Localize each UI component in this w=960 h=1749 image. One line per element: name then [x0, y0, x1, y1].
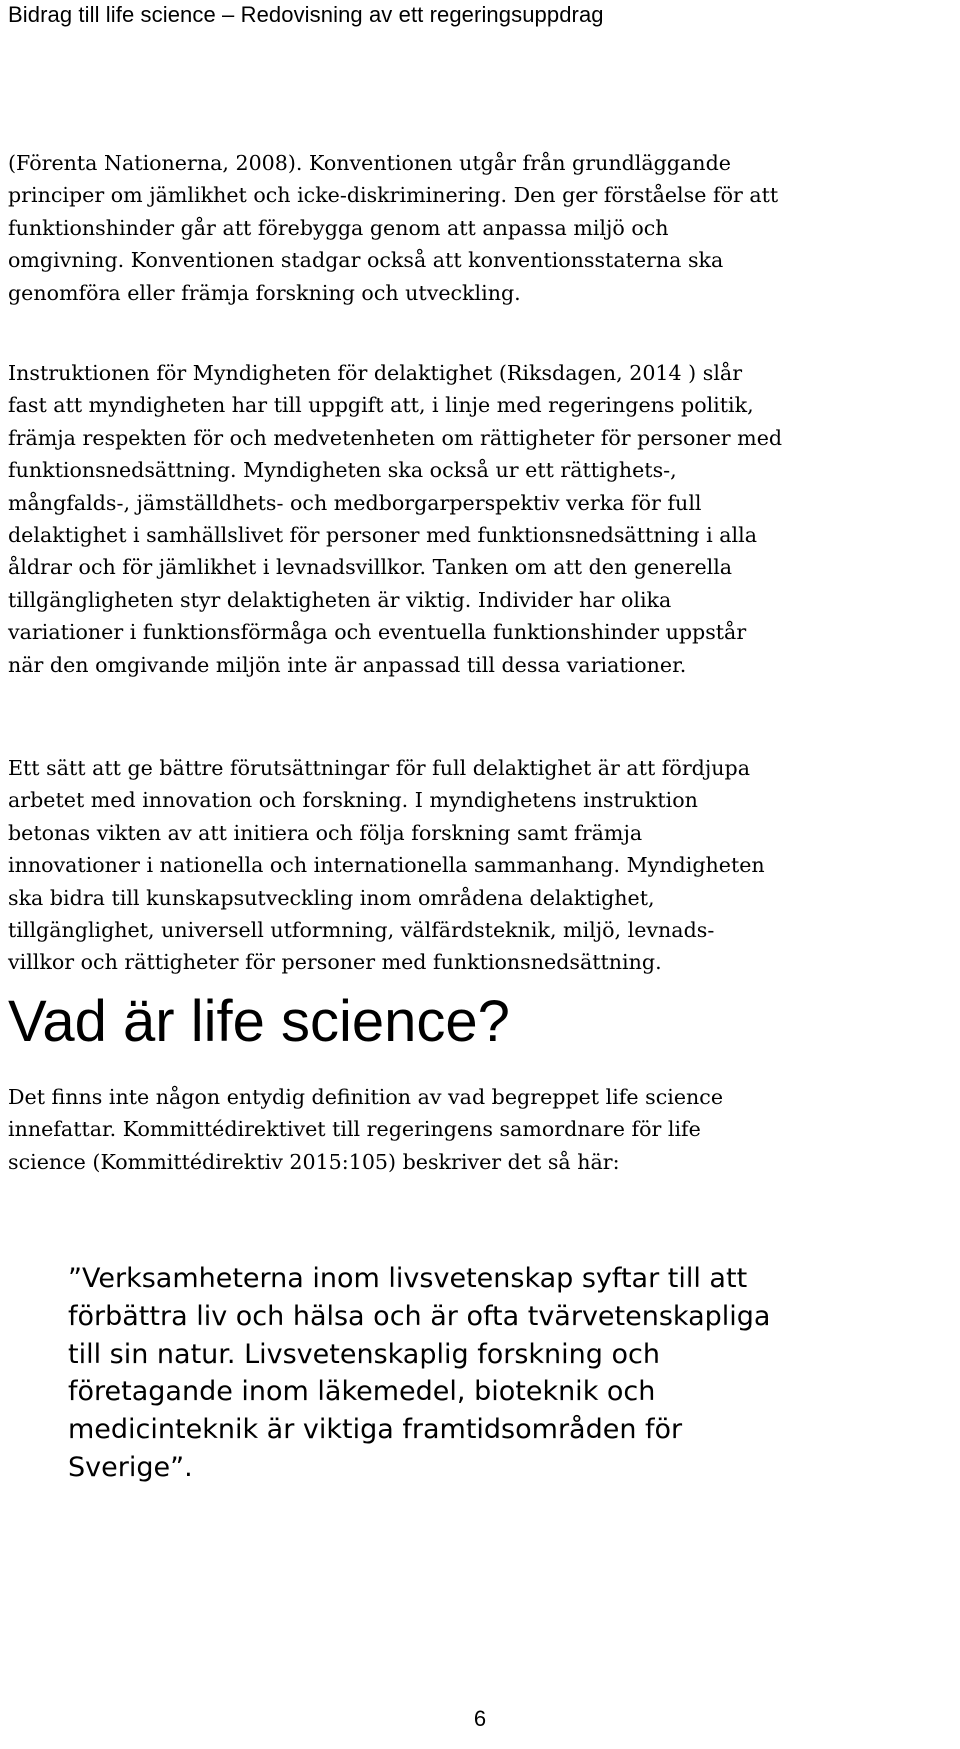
running-header: Bidrag till life science – Redovisning av ett regeringsuppdrag [8, 2, 604, 27]
body-paragraph: Det finns inte någon entydig definition av vad begreppet life science innefattar. Kommittédirektivet till regeringens samordnare för life science (Kommittédirektiv 2015:105) beskriver det så här: [8, 1085, 724, 1174]
page-number: 6 [473, 1706, 487, 1731]
body-paragraph: (Förenta Nationerna, 2008). Konventionen utgår från grundläggande principer om jämlikhet och icke-diskriminering. Den ger förståelse för att funktionshinder går att förebygga genom att anpassa miljö och omgivning. Konventionen stadgar också att konventionsstaterna ska genomföra eller främja forskning och utveckling. [8, 151, 779, 305]
section-heading: Vad är life science? [8, 989, 510, 1054]
body-paragraph: Instruktionen för Myndigheten för delaktighet (Riksdagen, 2014 ) slår fast att myndigheten har till uppgift att, i linje med regeringens politik, främja respekten för och medvetenheten om rättigheter för personer med funktionsnedsättning. Myndigheten ska också ur ett rättighets-, mångfalds-, jämställdhets- och medborgarperspektiv verka för full delaktighet i samhällslivet för personer med funktionsnedsättning i alla åldrar och för jämlikhet i levnadsvillkor. Tanken om att den generella tillgängligheten styr delaktigheten är viktig. Individer har olika variationer i funktionsförmåga och eventuella funktionshinder uppstår när den omgivande miljön inte är anpassad till dessa variationer. [8, 361, 783, 677]
body-paragraph: Ett sätt att ge bättre förutsättningar för full delaktighet är att fördjupa arbetet med innovation och forskning. I myndighetens instruktion betonas vikten av att initiera och följa forskning samt främja innovationer i nationella och internationella sammanhang. Myndigheten ska bidra till kunskapsutveckling inom områdena delaktighet, tillgänglighet, universell utformning, välfärdsteknik, miljö, levnads- villkor och rättigheter för personer med funktionsnedsättning. [8, 756, 765, 975]
block-quote: ”Verksamheterna inom livsvetenskap syftar till att förbättra liv och hälsa och är ofta tvärvetenskapliga till sin natur. Livsvetenskaplig forskning och företagande inom läkemedel, bioteknik och medicinteknik är viktiga framtidsområden för Sverige”. [68, 1263, 771, 1483]
